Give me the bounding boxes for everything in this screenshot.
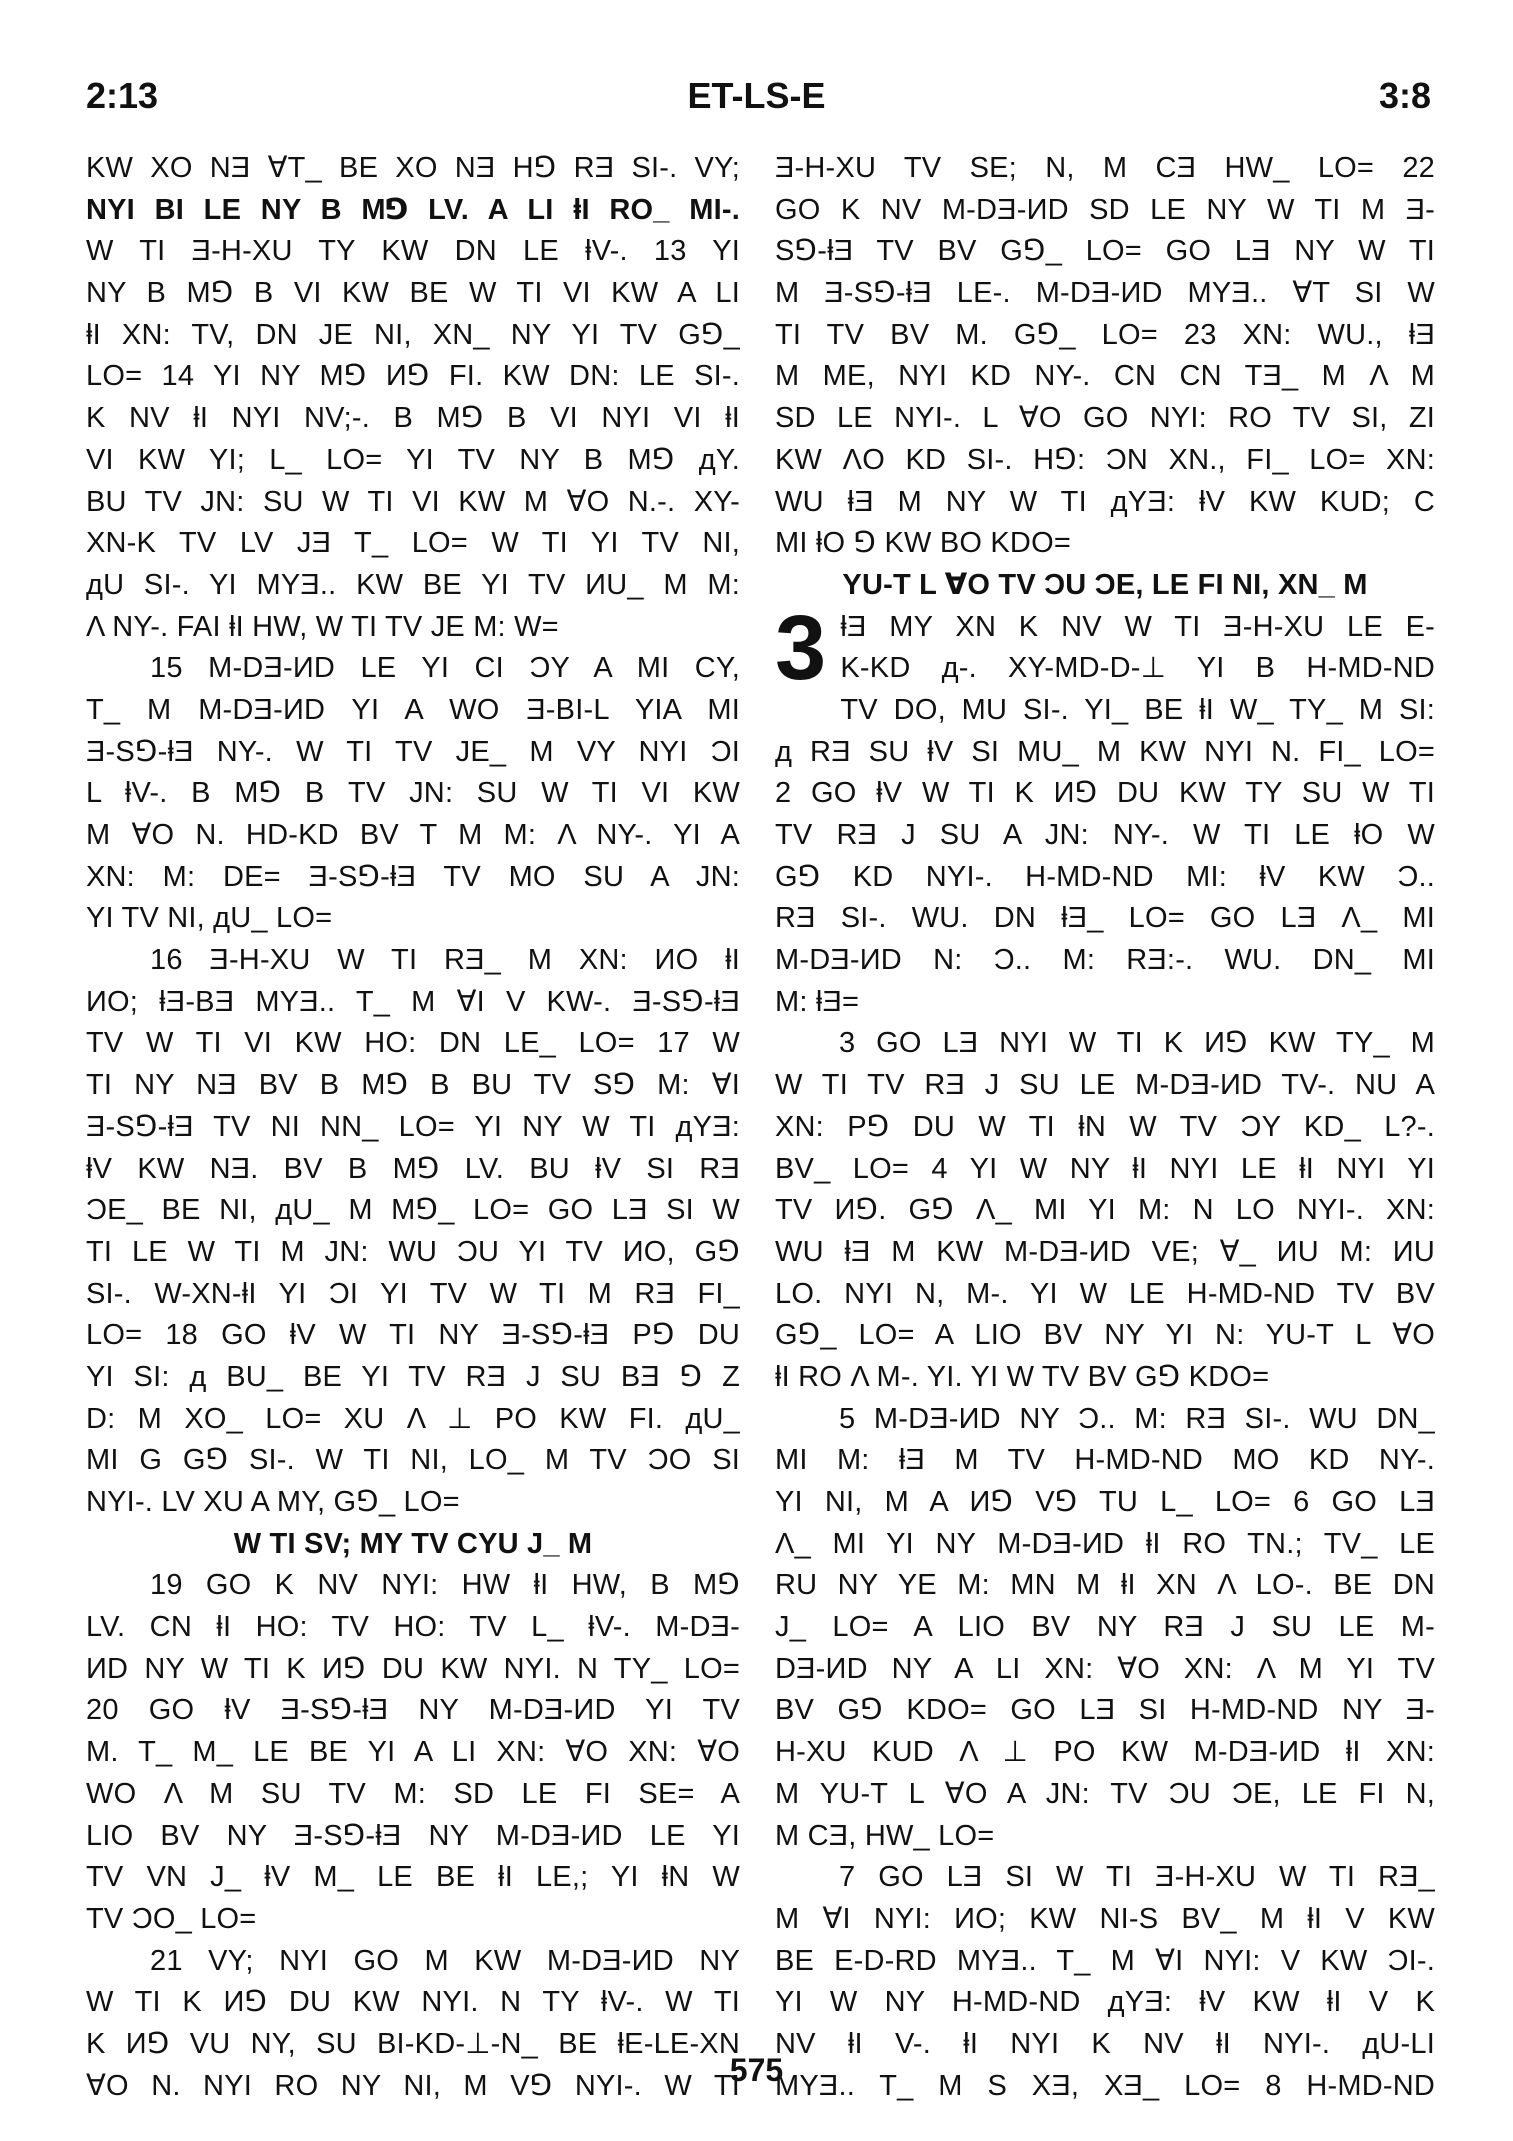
text-line: M YU-T L ⱯO A JN: TV ƆU ƆE, LE FI N, xyxy=(775,1777,1435,1810)
section-heading: YU-T L ⱯO TV ƆU ƆE, LE FI NI, XN_ M xyxy=(842,568,1368,601)
text-line: ƆE_ BE NI, дU_ M M⅁_ LO= GO LƎ SI W xyxy=(86,1194,740,1227)
text-line: SD LE NYI-. L ⱯO GO NYI: RO TV SI, ZI xyxy=(775,402,1435,435)
text-line: M: ⱡƎ= xyxy=(775,985,860,1018)
header-chapter-verse-right: 3:8 xyxy=(1378,75,1431,116)
text-line: 19 GO K NV NYI: HW ⱡI HW, В M⅁ xyxy=(150,1569,740,1602)
text-line: H-XU KUD Λ ⊥ PO KW M-DƎ-ИD ⱡI XN: xyxy=(775,1736,1435,1769)
text-line: LV. CN ⱡI HO: TV HO: TV L_ ⱡV-. M-DƎ- xyxy=(86,1611,740,1644)
text-line: XN-K TV LV JƎ T_ LO= W TI YI TV NI, xyxy=(86,527,740,560)
text-line: S⅁-ⱡƎ TV BV G⅁_ LO= GO LƎ NY W TI xyxy=(775,235,1435,268)
text-line: LIO BV NY Ǝ-S⅁-ⱡƎ NY M-DƎ-ИD LE YI xyxy=(86,1819,740,1852)
text-line: YI W NY H-MD-ND дYƎ: ⱡV KW ⱡI V K xyxy=(775,1986,1435,2019)
text-line: BU TV JN: SU W TI VI KW M ⱯO N.-. XY- xyxy=(86,485,740,518)
text-line: Ǝ-S⅁-ⱡƎ NY-. W TI TV JE_ M VY NYI ƆI xyxy=(86,735,740,768)
header-chapter-verse-left: 2:13 xyxy=(86,75,159,116)
text-line: YI SI: д BU_ BE YI TV RƎ J SU BƎ ⅁ Z xyxy=(86,1360,740,1393)
text-line: NYI BI LE NY В M⅁ LV. A LI ⱡI RO_ MI-. xyxy=(86,193,740,226)
text-line: Ǝ-S⅁-ⱡƎ TV NI NN_ LO= YI NY W TI дYƎ: xyxy=(86,1110,740,1143)
text-line: K NV ⱡI NYI NV;-. В M⅁ В VI NYI VI ⱡI xyxy=(86,402,740,435)
text-line: 2 GO ⱡV W TI K И⅁ DU KW TY SU W TI xyxy=(775,777,1435,810)
text-line: M CƎ, HW_ LO= xyxy=(775,1819,995,1852)
text-line: TI LE W TI M JN: WU ƆU YI TV ИO, G⅁ xyxy=(86,1235,740,1268)
text-line: XN: P⅁ DU W TI ⱡN W TV ƆY KD_ L?-. xyxy=(775,1110,1435,1143)
text-line: SI-. W-XN-ⱡI YI ƆI YI TV W TI M RƎ FI_ xyxy=(86,1277,740,1310)
text-line: TV W TI VI KW HO: DN LE_ LO= 17 W xyxy=(86,1027,740,1060)
chapter-start-block xyxy=(775,596,1435,699)
text-line: TI NY NƎ BV В M⅁ В BU TV S⅁ M: ⱯI xyxy=(86,1069,740,1102)
text-line: NYI-. LV XU A MY, G⅁_ LO= xyxy=(86,1486,460,1518)
text-line: ⱡI RO Λ M-. YI. YI W TV BV G⅁ KDO= xyxy=(775,1360,1270,1393)
text-line: 3 GO LƎ NYI W TI K И⅁ KW TY_ M xyxy=(839,1027,1435,1060)
text-line: KW ΛO KD SI-. H⅁: ƆN XN., FI_ LO= XN: xyxy=(775,443,1435,476)
text-line: MI M: ⱡƎ M TV H-MD-ND MO KD NY-. xyxy=(775,1444,1435,1477)
text-line: G⅁ KD NYI-. H-MD-ND MI: ⱡV KW Ɔ.. xyxy=(775,860,1435,893)
text-line: MYƎ.. T_ M S XƎ, XƎ_ LO= 8 H-MD-ND xyxy=(775,2069,1435,2102)
text-line: M ME, NYI KD NY-. CN CN TƎ_ M Λ M xyxy=(775,360,1435,393)
text-line: KW XO NƎ ⱯT_ BE XO NƎ H⅁ RƎ SI-. VY; xyxy=(86,152,740,184)
text-line: Λ NY-. FAI ⱡI HW, W TI TV JE M: W= xyxy=(86,610,559,643)
text-line: MI G G⅁ SI-. W TI NI, LO_ M TV ƆO SI xyxy=(86,1444,740,1477)
text-line: M-DƎ-ИD N: Ɔ.. M: RƎ:-. WU. DN_ MI xyxy=(775,944,1435,977)
text-line: LO= 14 YI NY M⅁ И⅁ FI. KW DN: LE SI-. xyxy=(86,360,740,393)
section-heading: W TI SV; MY TV CYU J_ M xyxy=(233,1527,593,1560)
text-line: WO Λ M SU TV M: SD LE FI SE= A xyxy=(86,1777,740,1810)
text-line: 5 M-DƎ-ИD NY Ɔ.. M: RƎ SI-. WU DN_ xyxy=(839,1402,1435,1435)
text-line: W TI K И⅁ DU KW NYI. N TY ⱡV-. W TI xyxy=(86,1986,740,2019)
text-line: BE E-D-RD MYƎ.. T_ M ⱯI NYI: V KW ƆI-. xyxy=(775,1944,1435,1977)
text-line: ⱡƎ MY XN K NV W TI Ǝ-H-XU LE E- xyxy=(840,610,1435,643)
text-line: W TI Ǝ-H-XU TY KW DN LE ⱡV-. 13 YI xyxy=(86,235,740,268)
text-line: TV ƆO_ LO= xyxy=(86,1902,257,1935)
header-book-title: ET-LS-E xyxy=(687,75,826,116)
text-line: TI TV BV M. G⅁_ LO= 23 XN: WU., ⱡƎ xyxy=(775,318,1435,351)
text-line: M. T_ M_ LE BE YI A LI XN: ⱯO XN: ⱯO xyxy=(86,1736,740,1769)
text-line: VI KW YI; L_ LO= YI TV NY В M⅁ дY. xyxy=(86,443,740,476)
left-text-column xyxy=(86,148,740,2107)
text-line: K И⅁ VU NY, SU BI-KD-⊥-N_ BE ⱡE-LE-XN xyxy=(86,2027,740,2060)
text-line: MI ⱡO ⅁ KW BO KDO= xyxy=(775,527,1071,560)
text-line: T_ M M-DƎ-ИD YI A WO Ǝ-BI-L YIA MI xyxy=(86,693,740,726)
text-line: WU ⱡƎ M KW M-DƎ-ИD VE; Ɐ_ ИU M: ИU xyxy=(775,1235,1435,1268)
right-column-top-block xyxy=(775,148,1435,607)
text-line: W TI TV RƎ J SU LE M-DƎ-ИD TV-. NU A xyxy=(775,1069,1435,1102)
text-line: WU ⱡƎ M NY W TI дYƎ: ⱡV KW KUD; C xyxy=(775,485,1435,518)
text-line: GO K NV M-DƎ-ИD SD LE NY W TI M Ǝ- xyxy=(775,193,1435,226)
text-line: ИO; ⱡƎ-BƎ MYƎ.. T_ M ⱯI V KW-. Ǝ-S⅁-ⱡƎ xyxy=(86,985,740,1018)
text-line: DƎ-ИD NY A LI XN: ⱯO XN: Λ M YI TV xyxy=(775,1652,1435,1685)
text-line: 15 M-DƎ-ИD LE YI CI ƆY A MI CY, xyxy=(150,652,740,685)
text-line: 7 GO LƎ SI W TI Ǝ-H-XU W TI RƎ_ xyxy=(839,1861,1435,1894)
text-line: дU SI-. YI MYƎ.. KW BE YI TV ИU_ M M: xyxy=(86,568,740,601)
text-line: д RƎ SU ⱡV SI MU_ M KW NYI N. FI_ LO= xyxy=(775,735,1435,768)
text-line: TV DO, MU SI-. YI_ BE ⱡI W_ TY_ M SI: xyxy=(840,693,1435,726)
text-line: 20 GO ⱡV Ǝ-S⅁-ⱡƎ NY M-DƎ-ИD YI TV xyxy=(86,1694,740,1727)
text-line: YI NI, M A И⅁ V⅁ TU L_ LO= 6 GO LƎ xyxy=(775,1486,1435,1518)
chapter-number-drop-cap: 3 xyxy=(775,596,827,699)
text-line: RƎ SI-. WU. DN ⱡƎ_ LO= GO LƎ Λ_ MI xyxy=(775,902,1435,935)
text-line: ⱡI XN: TV, DN JE NI, XN_ NY YI TV G⅁_ xyxy=(86,318,740,351)
text-line: NV ⱡI V-. ⱡI NYI K NV ⱡI NYI-. дU-LI xyxy=(775,2027,1435,2060)
text-line: K-KD д-. XY-MD-D-⊥ YI В H-MD-ND xyxy=(840,652,1435,685)
text-line: LO= 18 GO ⱡV W TI NY Ǝ-S⅁-ⱡƎ P⅁ DU xyxy=(86,1319,740,1352)
text-line: J_ LO= A LIO BV NY RƎ J SU LE M- xyxy=(775,1611,1435,1644)
text-line: NY В M⅁ В VI KW BE W TI VI KW A LI xyxy=(86,277,740,310)
text-line: TV RƎ J SU A JN: NY-. W TI LE ⱡO W xyxy=(775,819,1435,851)
text-line: ⱡV KW NƎ. BV В M⅁ LV. BU ⱡV SI RƎ xyxy=(86,1152,740,1185)
right-text-column xyxy=(775,148,1435,2107)
right-column-rest-block xyxy=(775,690,1435,2107)
text-line: Λ_ MI YI NY M-DƎ-ИD ⱡI RO TN.; TV_ LE xyxy=(775,1527,1435,1560)
text-line: BV G⅁ KDO= GO LƎ SI H-MD-ND NY Ǝ- xyxy=(775,1694,1435,1727)
text-line: M Ǝ-S⅁-ⱡƎ LE-. M-DƎ-ИD MYƎ.. ⱯT SI W xyxy=(775,277,1435,310)
text-line: LO. NYI N, M-. YI W LE H-MD-ND TV BV xyxy=(775,1277,1435,1310)
text-line: ⱯO N. NYI RO NY NI, M V⅁ NYI-. W TI xyxy=(86,2069,740,2102)
text-line: TV И⅁. G⅁ Λ_ MI YI M: N LO NYI-. XN: xyxy=(775,1194,1435,1227)
text-line: Ǝ-H-XU TV SE; N, M CƎ HW_ LO= 22 xyxy=(775,152,1435,184)
text-line: ИD NY W TI K И⅁ DU KW NYI. N TY_ LO= xyxy=(86,1652,740,1685)
text-line: TV VN J_ ⱡV M_ LE BE ⱡI LE,; YI ⱡN W xyxy=(86,1861,740,1894)
text-line: 21 VY; NYI GO M KW M-DƎ-ИD NY xyxy=(150,1944,740,1977)
text-line: G⅁_ LO= A LIO BV NY YI N: YU-T L ⱯO xyxy=(775,1319,1435,1352)
text-line: YI TV NI, дU_ LO= xyxy=(86,902,333,935)
text-line: M ⱯO N. HD-KD BV T M M: Λ NY-. YI A xyxy=(86,819,740,851)
text-line: RU NY YE M: MN M ⱡI XN Λ LO-. BE DN xyxy=(775,1569,1435,1602)
text-line: BV_ LO= 4 YI W NY ⱡI NYI LE ⱡI NYI YI xyxy=(775,1152,1435,1185)
text-line: M ⱯI NYI: ИO; KW NI-S BV_ M ⱡI V KW xyxy=(775,1902,1435,1935)
text-line: XN: M: DE= Ǝ-S⅁-ⱡƎ TV MO SU A JN: xyxy=(86,860,740,893)
page-number: 575 xyxy=(729,2052,784,2088)
text-line: 16 Ǝ-H-XU W TI RƎ_ M XN: ИO ⱡI xyxy=(150,944,740,977)
text-line: D: M XO_ LO= XU Λ ⊥ PO KW FI. дU_ xyxy=(86,1402,740,1435)
text-line: L ⱡV-. В M⅁ В TV JN: SU W TI VI KW xyxy=(86,777,740,810)
